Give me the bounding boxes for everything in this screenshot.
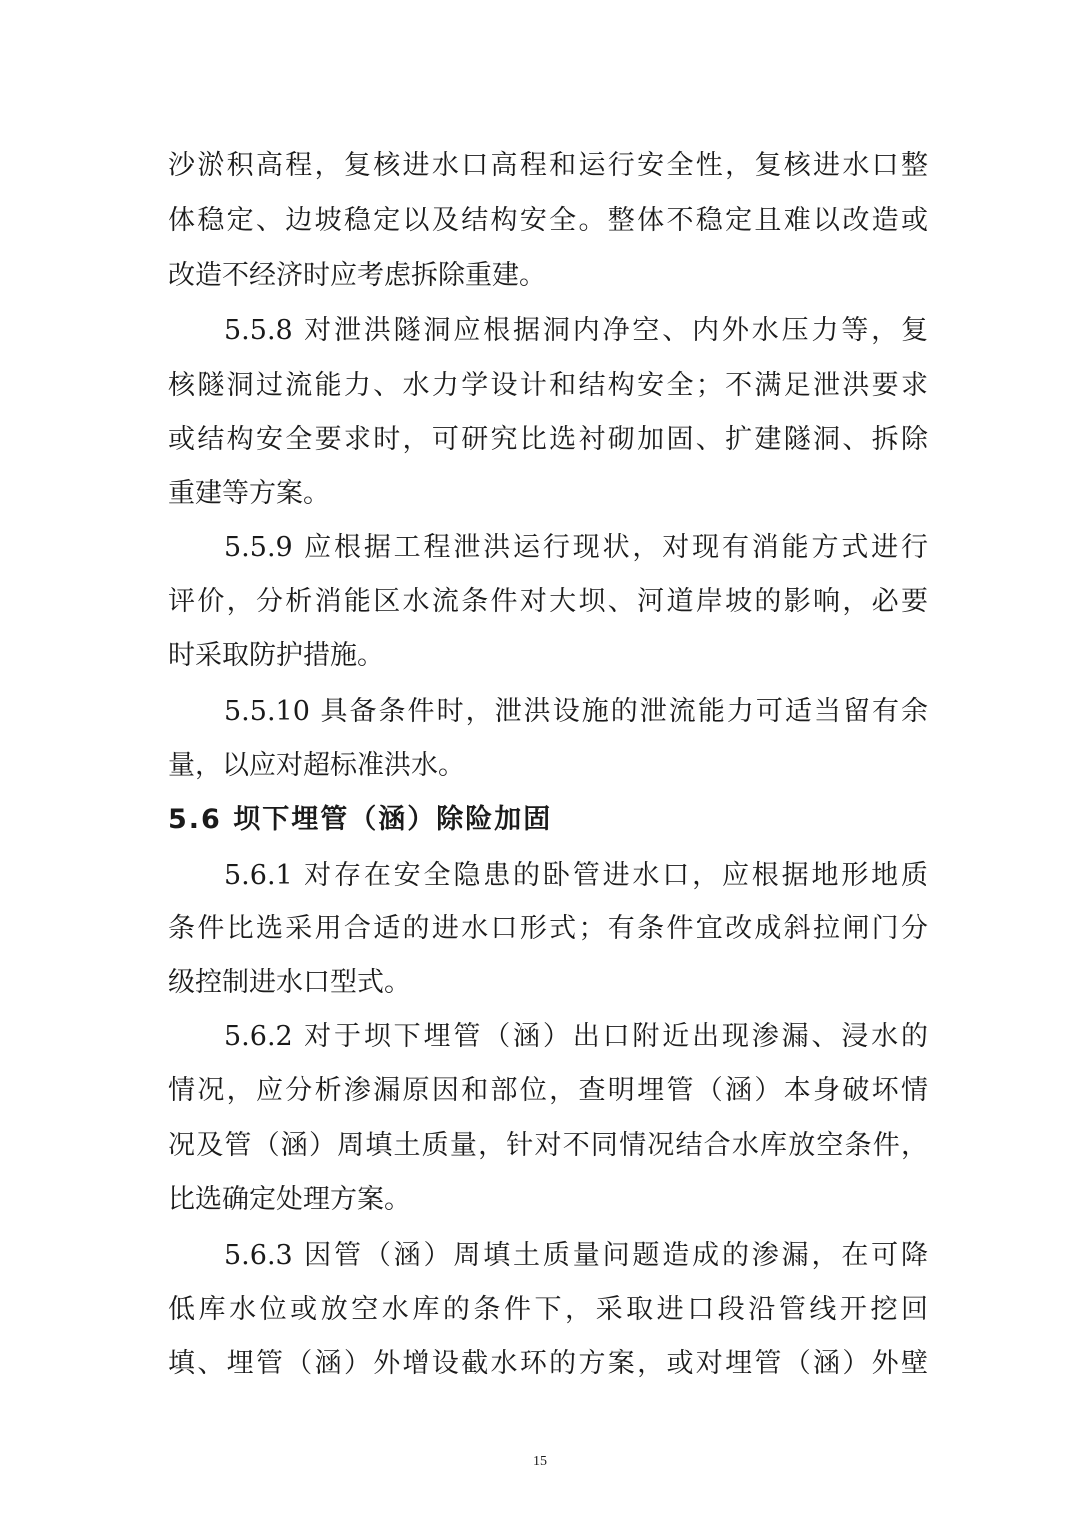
text-line: 体稳定、边坡稳定以及结构安全。整体不稳定且难以改造或 bbox=[168, 205, 928, 236]
text-line: 比选确定处理方案。 bbox=[168, 1184, 411, 1215]
text-line: 重建等方案。 bbox=[168, 478, 330, 509]
clause-5-5-9-line: 5.5.9 应根据工程泄洪运行现状，对现有消能方式进行 bbox=[224, 532, 928, 563]
text-line: 情况，应分析渗漏原因和部位，查明埋管（涵）本身破坏情 bbox=[168, 1075, 928, 1106]
clause-5-6-1-line: 5.6.1 对存在安全隐患的卧管进水口，应根据地形地质 bbox=[224, 860, 928, 891]
page-number: 15 bbox=[533, 1454, 547, 1469]
text-line: 级控制进水口型式。 bbox=[168, 967, 411, 998]
text-line: 评价，分析消能区水流条件对大坝、河道岸坡的影响，必要 bbox=[168, 586, 928, 617]
text-line: 条件比选采用合适的进水口形式；有条件宜改成斜拉闸门分 bbox=[168, 913, 928, 944]
clause-5-5-8-line: 5.5.8 对泄洪隧洞应根据洞内净空、内外水压力等，复 bbox=[224, 315, 928, 346]
clause-5-5-10-line: 5.5.10 具备条件时，泄洪设施的泄流能力可适当留有余 bbox=[224, 696, 928, 727]
text-line: 低库水位或放空水库的条件下，采取进口段沿管线开挖回 bbox=[168, 1294, 928, 1325]
text-line: 况及管（涵）周填土质量，针对不同情况结合水库放空条件， bbox=[168, 1130, 928, 1161]
section-heading: 5.6 坝下埋管（涵）除险加固 bbox=[168, 804, 553, 835]
text-line: 时采取防护措施。 bbox=[168, 640, 384, 671]
clause-5-6-2-line: 5.6.2 对于坝下埋管（涵）出口附近出现渗漏、浸水的 bbox=[224, 1021, 928, 1052]
text-line: 沙淤积高程，复核进水口高程和运行安全性，复核进水口整 bbox=[168, 150, 928, 181]
text-line: 量，以应对超标准洪水。 bbox=[168, 750, 465, 781]
text-line: 核隧洞过流能力、水力学设计和结构安全；不满足泄洪要求 bbox=[168, 370, 928, 401]
clause-5-6-3-line: 5.6.3 因管（涵）周填土质量问题造成的渗漏，在可降 bbox=[224, 1240, 928, 1271]
text-line: 或结构安全要求时，可研究比选衬砌加固、扩建隧洞、拆除 bbox=[168, 424, 928, 455]
text-line: 填、埋管（涵）外增设截水环的方案，或对埋管（涵）外壁 bbox=[168, 1348, 928, 1379]
text-line: 改造不经济时应考虑拆除重建。 bbox=[168, 260, 546, 291]
